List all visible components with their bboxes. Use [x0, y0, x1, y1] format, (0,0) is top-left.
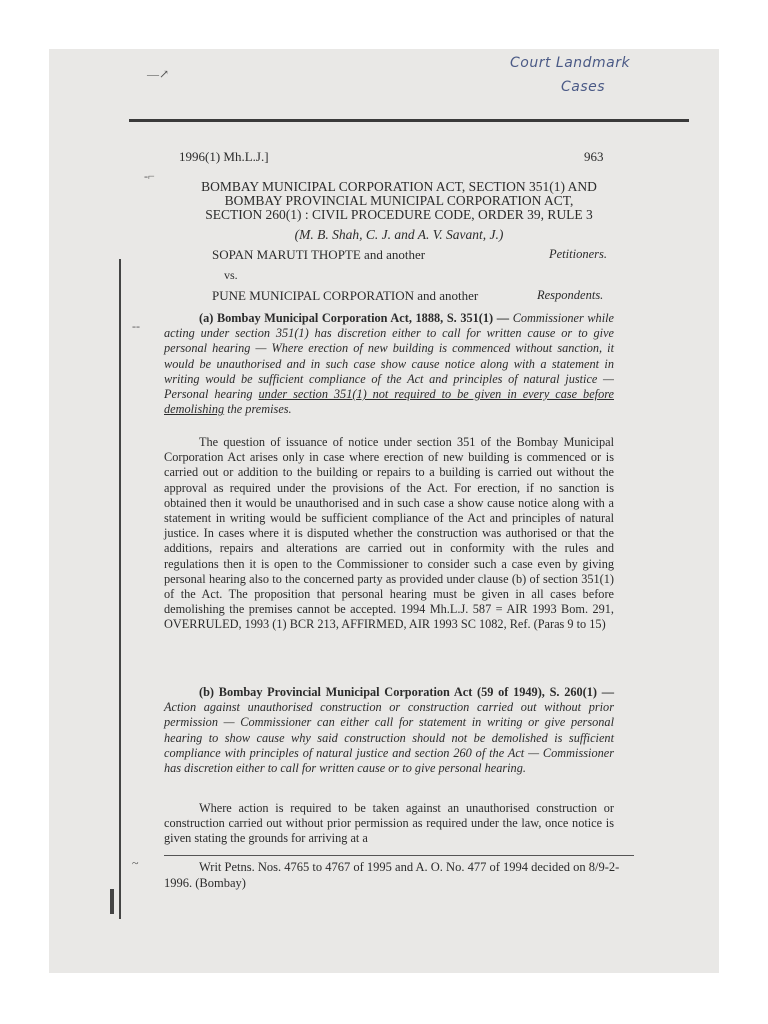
footnote-text: Writ Petns. Nos. 4765 to 4767 of 1995 and A. O. No. 477 of 1994 decided on 8/9-2-1996. (Bombay) [164, 860, 620, 890]
headnote-b-lead: (b) Bombay Provincial Municipal Corporation Act (59 of 1949), S. 260(1) — [199, 685, 614, 699]
handwritten-note-line1: Court Landmark [510, 55, 631, 71]
judges-line: (M. B. Shah, C. J. and A. V. Savant, J.) [294, 227, 504, 242]
margin-line [119, 259, 121, 919]
headnote-a-text: Commissioner while acting under section 351(1) has discretion either to call for written cause or to give personal hearing — Where erection of new building is commenced without sanction, it would be unauthorised and in such case show cause notice along with a statement in writing would be sufficient compliance of the Act and principles of natural justice — Personal hearing [164, 311, 615, 402]
footnote-rule [164, 855, 634, 856]
title-line2: BOMBAY PROVINCIAL MUNICIPAL CORPORATION ACT, [224, 193, 574, 208]
respondent-name: PUNE MUNICIPAL CORPORATION and another [212, 288, 479, 303]
pen-mark: -⌐ [144, 169, 155, 183]
margin-mark [110, 889, 114, 914]
paragraph-2 [164, 801, 614, 847]
petitioner-role: Petitioners. [549, 247, 607, 261]
headnote-a-lead: (a) Bombay Municipal Corporation Act, 1888, S. 351(1) — [199, 311, 510, 325]
pen-mark: -- [132, 319, 140, 333]
paragraph-2-text: Where action is required to be taken against an unauthorised construction or construction carried out without prior permission as required under the law, once notice is given stating the grounds for arriving at a [164, 801, 614, 846]
header-citation: 1996(1) Mh.L.J.] [179, 149, 269, 164]
headnote-a-underlined: under section 351(1) not required to be given in every case before demolishing [164, 387, 615, 417]
pen-mark: —↗ [147, 67, 170, 81]
versus: vs. [224, 268, 238, 282]
title-line1: BOMBAY MUNICIPAL CORPORATION ACT, SECTION 351(1) AND [201, 179, 597, 194]
pen-mark: ~ [132, 856, 139, 870]
petitioner-name: SOPAN MARUTI THOPTE and another [212, 247, 426, 262]
paragraph-1-text: The question of issuance of notice under section 351 of the Bombay Municipal Corporation Act arises only in case where erection of new building is commenced or is carried out or addition to the building or repairs to a building is carried out without the approval as required under the provisions of the Act. For erection, if no sanction is obtained then it would be unauthorised and in such case a show cause notice along with a statement in writing would be sufficient compliance of the Act and principles of natural justice. In cases where it is disputed whether the construction was authorised or that the additions, repairs and alterations are carried out in conformity with the rules and regulations then it is open to the Commissioner to consider such a case even by giving personal hearing also to the concerned party as provided under clause (b) of section 351(1) of the Act. The proposition that personal hearing must be given in all cases before demolishing the premises cannot be accepted. 1994 Mh.L.J. 587 = AIR 1993 Bom. 291, OVERRULED, 1993 (1) BCR 213, AFFIRMED, AIR 1993 SC 1082, Ref. (Paras 9 to 15) [164, 435, 614, 632]
headnote-b-text: Action against unauthorised construction or construction carried out without prior permission — Commissioner can either call for statement in writing or give personal hearing to show cause why said construction should not be demolished is sufficient compliance with principles of natural justice and section 260 of the Act — Commissioner has discretion either to call for written cause or to give personal hearing. [164, 700, 614, 776]
top-rule [129, 119, 689, 122]
respondent-role: Respondents. [537, 288, 604, 302]
footnote [164, 859, 634, 891]
headnote-a [164, 311, 614, 417]
title-line3: SECTION 260(1) : CIVIL PROCEDURE CODE, ORDER 39, RULE 3 [205, 207, 593, 222]
handwritten-note-line2: Cases [561, 79, 606, 95]
headnote-a-tail: the premises. [227, 402, 292, 417]
paragraph-1 [164, 435, 614, 633]
headnote-b [164, 685, 614, 776]
page-number: 963 [584, 149, 604, 164]
scanned-page [49, 49, 719, 973]
